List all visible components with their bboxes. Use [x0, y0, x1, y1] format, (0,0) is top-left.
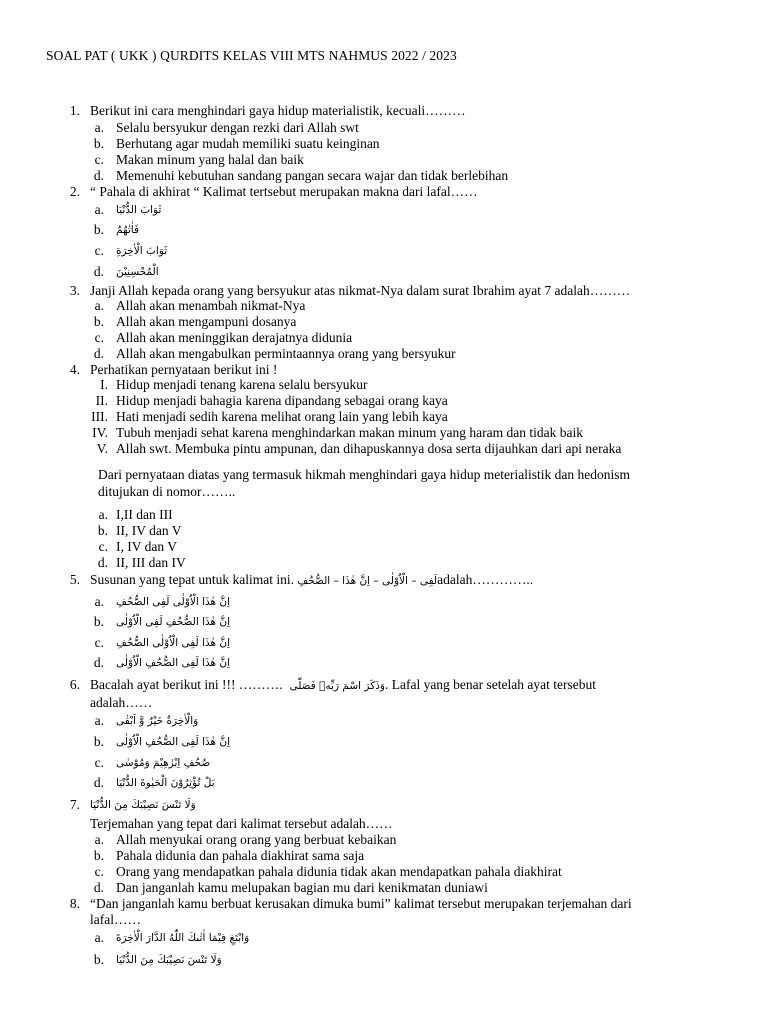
document-title: SOAL PAT ( UKK ) QURDITS KELAS VIII MTS NAHMUS 2022 / 2023 — [46, 48, 457, 63]
statement-numeral: IV. — [92, 425, 108, 440]
statement-text: Hidup menjadi tenang karena selalu bersyukur — [116, 377, 368, 392]
arabic-phrase: وَلَا تَنْسَ نَصِيْبَكَ مِنَ الدُّنْيَا — [90, 799, 196, 811]
option-letter: a. — [94, 930, 104, 945]
question-text-end: adalah………….. — [437, 572, 534, 587]
statement-text: Hati menjadi sedih karena melihat orang lain yang lebih kaya — [116, 409, 448, 424]
statement-text: Allah swt. Membuka pintu ampunan, dan dihapuskannya dosa serta dijauhkan dari api neraka — [116, 441, 622, 456]
option-text: II, III dan IV — [116, 555, 186, 570]
option-text: Allah akan meninggikan derajatnya didunia — [116, 330, 353, 345]
question-text: Janji Allah kepada orang yang bersyukur atas nikmat-Nya dalam surat Ibrahim ayat 7 adalah……… — [90, 283, 631, 298]
question-text: Perhatikan pernyataan berikut ini ! — [90, 362, 278, 377]
option-letter: b. — [93, 614, 104, 629]
question-prompt: ditujukan di nomor…….. — [98, 484, 236, 499]
option-text: Pahala didunia dan pahala diakhirat sama saja — [116, 848, 365, 863]
option-letter: c. — [94, 635, 104, 650]
question-number: 5. — [69, 572, 80, 587]
option-letter: d. — [93, 775, 104, 790]
statement-numeral: II. — [95, 393, 108, 408]
option-letter: d. — [93, 346, 104, 361]
option-letter: c. — [94, 243, 104, 258]
option-text: I, IV dan V — [116, 539, 177, 554]
option-arabic: بَلْ تُؤْثِرُوْنَ الْحَيٰوةَ الدُّنْيَا — [116, 777, 215, 789]
question-text-continued: lafal…… — [90, 912, 141, 927]
statement-text: Hidup menjadi bahagia karena dipandang sebagai orang kaya — [116, 393, 448, 408]
question-text — [90, 677, 596, 694]
option-letter: d. — [93, 168, 104, 183]
option-arabic: ثَوَابَ الْاٰخِرَةِ — [116, 245, 168, 257]
question-number: 8. — [69, 896, 80, 911]
question-number: 4. — [69, 362, 80, 377]
option-letter: b. — [93, 952, 104, 967]
question-text-continued: adalah…… — [90, 695, 153, 710]
option-letter: a. — [98, 507, 108, 522]
option-letter: c. — [94, 755, 104, 770]
option-letter: b. — [93, 848, 104, 863]
question-text: “Dan janganlah kamu berbuat kerusakan dimuka bumi” kalimat tersebut merupakan terjemahan dari — [90, 896, 632, 911]
option-letter: d. — [93, 880, 104, 895]
option-text: Dan janganlah kamu melupakan bagian mu dari kenikmatan duniawi — [116, 880, 488, 895]
statement-numeral: III. — [91, 409, 108, 424]
option-text: Memenuhi kebutuhan sandang pangan secara wajar dan tidak berlebihan — [116, 168, 509, 183]
option-arabic: اِنَّ هٰذَا الصُّحُفِ لَفِى الْاُوْلٰى — [116, 616, 231, 628]
option-letter: b. — [93, 136, 104, 151]
option-arabic: فَاٰتٰهُمُ — [116, 224, 139, 236]
option-letter: c. — [94, 152, 104, 167]
option-arabic: اِنَّ هٰذَا لَفِى الصُّحُفِ الْاُوْلٰى — [116, 736, 231, 748]
question-number: 3. — [69, 283, 80, 298]
question-text: “ Pahala di akhirat “ Kalimat tertsebut merupakan makna dari lafal…… — [90, 184, 478, 199]
arabic-phrase: وَذَكَرَ اسْمَ رَبِّهٖ فَصَلّٰى — [289, 680, 385, 692]
option-letter: d. — [93, 264, 104, 279]
option-text: Selalu bersyukur dengan rezki dari Allah swt — [116, 120, 359, 135]
option-letter: b. — [93, 734, 104, 749]
option-letter: b. — [97, 523, 108, 538]
option-text: Orang yang mendapatkan pahala didunia tidak akan mendapatkan pahala diakhirat — [116, 864, 562, 879]
option-letter: a. — [94, 594, 104, 609]
option-letter: c. — [98, 539, 108, 554]
question-text: Berikut ini cara menghindari gaya hidup materialistik, kecuali……… — [90, 103, 466, 118]
option-text: Allah menyukai orang orang yang berbuat kebaikan — [116, 832, 397, 847]
option-letter: d. — [97, 555, 108, 570]
option-letter: a. — [94, 713, 104, 728]
option-letter: d. — [93, 655, 104, 670]
option-text: Berhutang agar mudah memiliki suatu keinginan — [116, 136, 380, 151]
option-letter: b. — [93, 222, 104, 237]
option-letter: b. — [93, 314, 104, 329]
option-text: Allah akan mengampuni dosanya — [116, 314, 297, 329]
option-letter: a. — [94, 120, 104, 135]
option-text: Allah akan mengabulkan permintaannya orang yang bersyukur — [116, 346, 456, 361]
option-letter: a. — [94, 298, 104, 313]
option-arabic: صُحُفِ اِبْرٰهِيْمَ وَمُوْسٰى — [116, 757, 211, 769]
option-text: Allah akan menambah nikmat-Nya — [116, 298, 306, 313]
question-number: 2. — [69, 184, 80, 199]
option-letter: c. — [94, 864, 104, 879]
option-arabic: اِنَّ هٰذَا لَفِى الصُّحُفِ الْاُوْلٰى — [116, 657, 231, 669]
option-arabic: وَلَا تَنْسَ نَصِيْبَكَ مِنَ الدُّنْيَا — [116, 954, 222, 966]
arabic-phrase: لَفِى – الْاُوْلٰى – اِنَّ هٰذَا – الصُّحُفِ — [297, 575, 438, 587]
statement-numeral: I. — [100, 377, 108, 392]
option-arabic: وَابْتَغِ فِيْمَا اٰتٰىكَ اللّٰهُ الدَّارَ الْاٰخِرَةَ — [116, 932, 250, 944]
question-text: Terjemahan yang tepat dari kalimat tersebut adalah…… — [90, 816, 393, 831]
option-arabic: اِنَّ هٰذَا لَفِى الْاُوْلٰى الصُّحُفِ — [116, 637, 231, 649]
question-text-end: . Lafal yang benar setelah ayat tersebut — [384, 677, 596, 692]
option-arabic: اِنَّ هٰذَا الْاُوْلٰى لَفِى الصُّحُفِ — [116, 596, 231, 608]
question-number: 7. — [69, 797, 80, 812]
option-text: II, IV dan V — [116, 523, 182, 538]
option-text: Makan minum yang halal dan baik — [116, 152, 304, 167]
question-number: 1. — [69, 103, 80, 118]
statement-text: Tubuh menjadi sehat karena menghindarkan makan minum yang haram dan tidak baik — [116, 425, 584, 440]
option-text: I,II dan III — [116, 507, 173, 522]
question-number: 6. — [69, 677, 80, 692]
question-text — [90, 572, 533, 589]
option-letter: a. — [94, 202, 104, 217]
option-letter: c. — [94, 330, 104, 345]
option-letter: a. — [94, 832, 104, 847]
option-arabic: الْمُحْسِنِيْنَ — [116, 266, 159, 278]
option-arabic: وَالْاٰخِرَةُ خَيْرٌ وَّ اَبْقٰى — [116, 715, 199, 727]
option-arabic: ثَوَابَ الدُّنْيَا — [116, 204, 162, 216]
question-text-start: Susunan yang tepat untuk kalimat ini. — [90, 572, 294, 587]
question-text-start: Bacalah ayat berikut ini !!! ………. — [90, 677, 283, 692]
statement-numeral: V. — [96, 441, 108, 456]
question-prompt: Dari pernyataan diatas yang termasuk hikmah menghindari gaya hidup meterialistik dan hedonism — [98, 467, 630, 482]
